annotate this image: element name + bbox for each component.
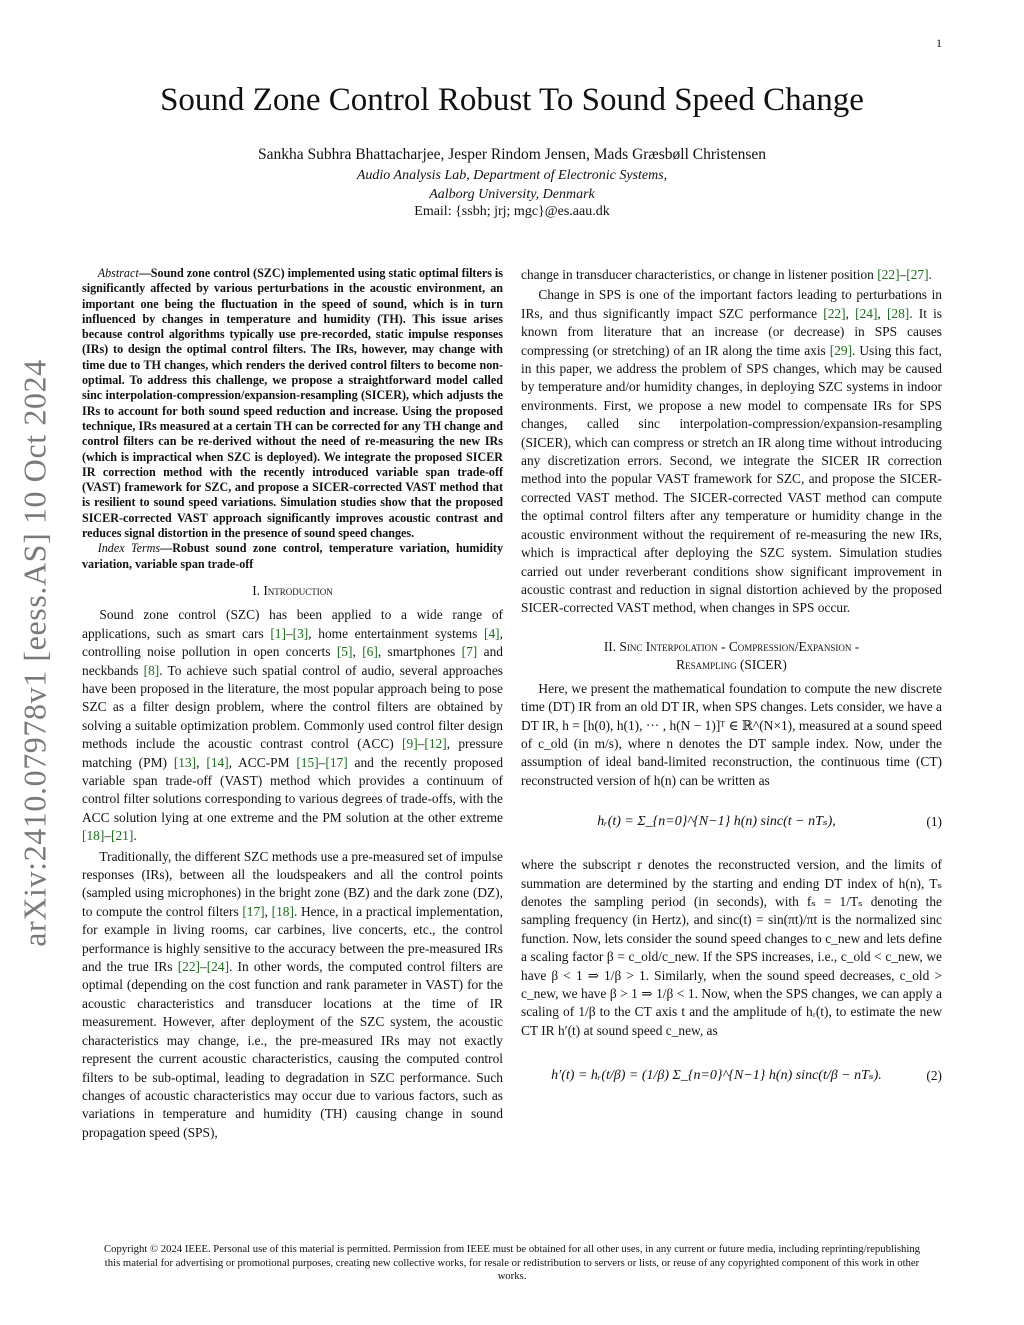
citation-link[interactable]: [8] (143, 662, 160, 678)
equation-1 (521, 800, 942, 844)
citation-link[interactable]: [24] (855, 305, 878, 321)
citation-link[interactable]: [12] (424, 736, 447, 752)
citation-link[interactable]: [7] (461, 644, 478, 660)
abstract-text: —Sound zone control (SZC) implemented using static optimal filters is significantly affected by various perturbations in the acoustic environment, an important one being the fluctuation in the speed of sound, which is in turn influenced by changes in temperature and humidity (TH). This issue arises because control algorithms typically use pre-recorded, static impulse responses (IRs) to design the optimal control filters. The IRs, however, may change with time due to TH changes, which renders the derived control filters to become non-optimal. To address this challenge, we propose a straightforward model called sinc interpolation-compression/expansion-resampling (SICER), which adjusts the IRs to account for both sound speed reduction and increase. Using the proposed technique, IRs measured at a certain TH can be corrected for any TH change and control filters can be re-derived without the need of re-measuring the new IRs (which is impractical when SZC is deployed). We integrate the proposed SICER IR correction method with the recently introduced variable span trade-off (VAST) framework for SZC, and propose a SICER-corrected VAST method that is resilient to sound speed variations. Simulation studies show that the proposed SICER-corrected VAST approach significantly improves acoustic contrast and reduces signal distortion in the presence of sound speed changes. (82, 266, 503, 541)
authors: Sankha Subhra Bhattacharjee, Jesper Rindom Jensen, Mads Græsbøll Christensen (258, 146, 766, 163)
intro-paragraph-2: Traditionally, the different SZC methods use a pre-measured set of impulse responses (IRs), between all the loudspeakers and all the control points (sampled using microphones) in the bright zone (BZ) and the dark zone (DZ), to compute the control filters [17], [18]. Hence, in a practical implementation, for example in living rooms, car carbines, live concerts, etc., the control performance is highly sensitive to the accuracy between the pre-measured IRs and the true IRs [22]–[24]. In other words, the computed control filters are optimal (depending on the cost function and rank parameter in VAST) for the acoustic characteristics and transducer locations at the time of IR measurement. However, after deployment of the SZC system, the acoustic characteristics may change, i.e., the pre-measured IRs may not exactly represent the current acoustic characteristics, causing the computed control filters to be sub-optimal, leading to degradation in SZC performance. Such changes of acoustic characteristics may occur due to various factors, such as variations in temperature and humidity (TH) causing change in sound propagation speed (SPS), (82, 848, 503, 1140)
citation-link[interactable]: [22] (823, 305, 846, 321)
section-heading-sicer-line-1: II. Sinc Interpolation - Compression/Expansion - (603, 638, 860, 654)
citation-link[interactable]: [17] (242, 903, 265, 919)
arxiv-watermark (10, 345, 60, 960)
affiliation-line-1: Audio Analysis Lab, Department of Electronic Systems, (356, 168, 668, 183)
citation-link[interactable]: [9] (402, 736, 418, 752)
intro-paragraph-1: Sound zone control (SZC) has been applied to a wide range of applications, such as smart cars [1]–[3], home entertainment systems [4], controlling noise pollution in open concerts [5], [6], smartphones [7] and neckbands [8]. To achieve such spatial control of audio, several approaches have been proposed in the literature, the most popular approach being to pose SZC as a filter design problem, where the control filters are obtained by solving a suitable optimization problem. Commonly used control filter design methods include the acoustic contrast control (ACC) [9]–[12], pressure matching (PM) [13], [14], ACC-PM [15]–[17] and the recently proposed variable span trade-off (VAST) method which provides a continuum of control filter solutions corresponding to various degrees of trade-offs, with the ACC solution lying at one extreme and the PM solution at the other extreme [18]–[21]. (82, 607, 504, 844)
citation-link[interactable]: [21] (111, 828, 134, 844)
intro-paragraph-2-continued: change in transducer characteristics, or change in listener position [22]–[27]. (521, 267, 932, 282)
section-heading-introduction: I. Introduction (252, 582, 333, 598)
equation-1-formula: hᵣ(t) = Σ_{n=0}^{N−1} h(n) sinc(t − nTₛ), (597, 813, 836, 829)
citation-link[interactable]: [18] (82, 828, 105, 844)
citation-link[interactable]: [13] (173, 754, 197, 770)
index-terms (82, 541, 503, 572)
intro-paragraph-3: Change in SPS is one of the important factors leading to perturbations in IRs, and thus significantly impact SZC performance [22], [24], [28]. It is known from literature that an increase (or decrease) in SPS causes compressing (or stretching) of an IR along the time axis [29]. Using this fact, in this paper, we address the problem of SPS changes, which may be caused by temperature and/or humidity changes, in deploying SZC systems in indoor environments. First, we propose a new model to compensate IRs for SPS changes, called sinc interpolation-compression/expansion-resampling (SICER), which can compress or stretch an IR along time without introducing any discretization errors. Second, we integrate the SICER IR correction method into the popular VAST framework for SZC, and propose the SICER-corrected VAST method. The SICER-corrected VAST method can compute the optimal control filters after any temperature or humidity change in the acoustic environment without the requirement of re-measuring the new IRs, which is impractical after deploying the SZC system. Simulation studies carried out under reverberant conditions show significant improvement in acoustic contrast and reduction in signal distortion achieved by the proposed SICER-corrected VAST method, when changes in SPS occur. (521, 287, 943, 616)
page-number: 1 (936, 36, 942, 50)
index-terms-label: Index Terms (97, 541, 161, 556)
sicer-paragraph-2: where the subscript r denotes the reconstructed version, and the limits of summation are determined by the starting and ending DT index of h(n), Tₛ denotes the sampling period (in seconds), with fₛ = 1/Tₛ denoting the sampling frequency (in Hertz), and sinc(t) = sin(πt)/πt is the normalized sinc function. Now, lets consider the sound speed changes to c_new and lets define a scaling factor β = c_old/c_new. If the SPS increases, i.e., c_old < c_new, we have β < 1 ⇒ 1/β > 1. Similarly, when the sound speed decreases, c_old > c_new, we have β > 1 ⇒ 1/β < 1. Now, when the SPS changes, we can apply a scaling of 1/β to the CT axis t and the amplitude of hᵣ(t), to estimate the new CT IR h′(t) at sound speed c_new, as (521, 857, 942, 1038)
equation-2-number: (2) (926, 1068, 942, 1084)
abstract-label: Abstract (97, 266, 139, 280)
equation-2 (521, 1050, 942, 1102)
copyright-notice: Copyright © 2024 IEEE. Personal use of this material is permitted. Permission from IEEE must be obtained for all other uses, in any current or future media, including reprinting/republishing this material for advertising or promotional purposes, creating new collective works, for resale or redistribution to servers or lists, or reuse of any copyrighted component of this work in other works. (103, 1243, 921, 1282)
right-column (521, 266, 942, 1114)
equation-1-number: (1) (926, 813, 942, 829)
citation-link[interactable]: [3] (292, 625, 309, 641)
paper-title: Sound Zone Control Robust To Sound Speed Change (160, 82, 864, 118)
section-heading-sicer (521, 638, 942, 674)
citation-link[interactable]: [4] (484, 625, 500, 641)
citation-link[interactable]: [18] (271, 903, 294, 919)
citation-link[interactable]: [24] (206, 959, 230, 975)
citation-link[interactable]: [5] (336, 644, 353, 660)
citation-link[interactable]: [6] (362, 644, 378, 660)
citation-link[interactable]: [22] (877, 267, 900, 282)
abstract (82, 266, 503, 541)
citation-link[interactable]: [17] (325, 754, 348, 770)
citation-link[interactable]: [29] (829, 342, 853, 358)
index-terms-text: —Robust sound zone control, temperature variation, humidity variation, variable span trade-off (82, 541, 503, 571)
equation-2-formula: h′(t) = hᵣ(t/β) = (1/β) Σ_{n=0}^{N−1} h(n) sinc(t/β − nTₛ). (551, 1068, 882, 1084)
citation-link[interactable]: [15] (296, 754, 319, 770)
citation-link[interactable]: [28] (886, 305, 910, 321)
email: Email: {ssbh; jrj; mgc}@es.aau.dk (414, 204, 610, 219)
affiliation (60, 166, 964, 204)
section-heading-sicer-line-2: Resampling (SICER) (676, 656, 787, 672)
citation-link[interactable]: [14] (206, 754, 229, 770)
affiliation-line-2: Aalborg University, Denmark (429, 187, 595, 202)
citation-link[interactable]: [1] (270, 625, 286, 641)
citation-link[interactable]: [27] (906, 267, 929, 282)
citation-link[interactable]: [22] (177, 959, 201, 975)
left-column (82, 266, 503, 1144)
arxiv-id: arXiv:2410.07978v1 [eess.AS] 10 Oct 2024 (16, 358, 53, 947)
sicer-paragraph-1: Here, we present the mathematical foundation to compute the new discrete time (DT) IR from an old DT IR, when SPS changes. Lets consider, we have a DT IR, h = [h(0), h(1), ··· , h(N − 1)]ᵀ ∈ ℝ^(N×1), measured at a sound speed of c_old (in m/s), where n denotes the DT sample index. Now, under the assumption of ideal band-limited reconstruction, the continuous time (CT) reconstructed version of h(n) can be written as (521, 680, 942, 788)
